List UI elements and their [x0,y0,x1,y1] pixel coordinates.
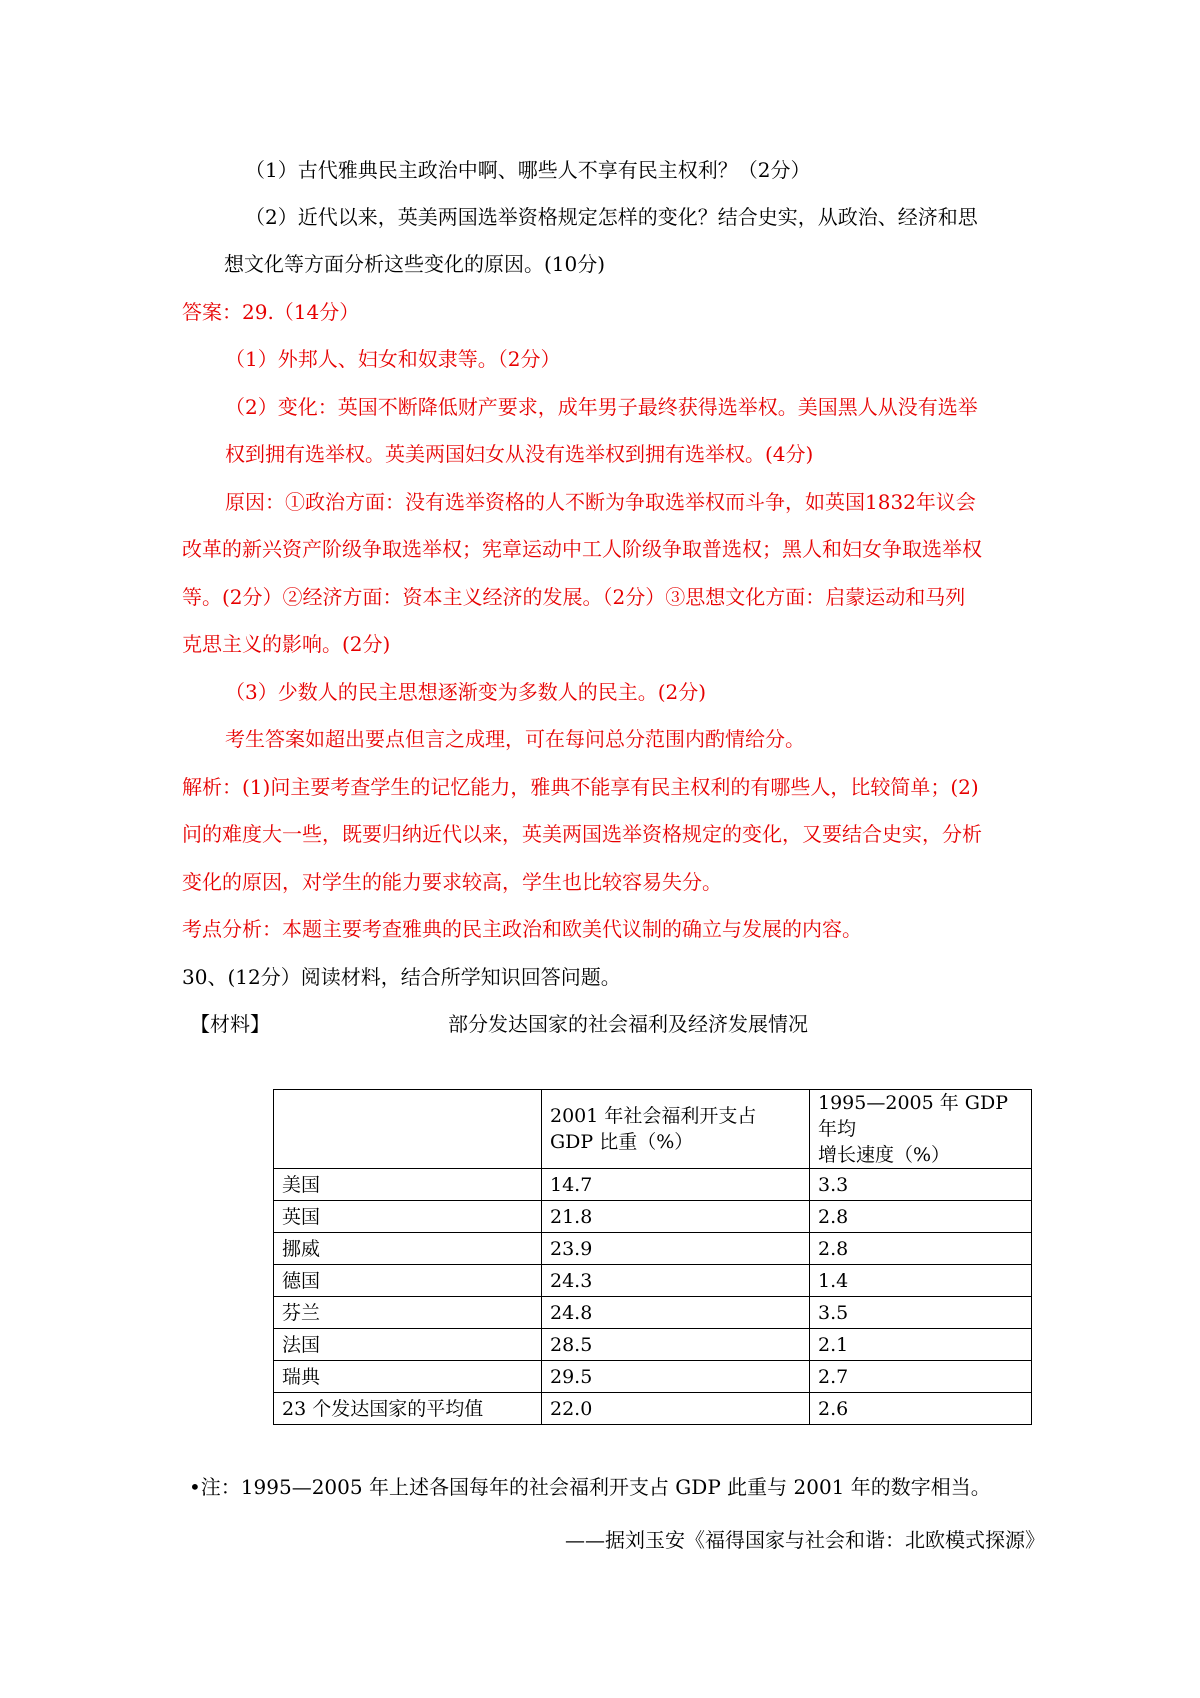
table-row [274,1297,1032,1329]
table-row [274,1361,1032,1393]
answer-reason-line4: 克思主义的影响。(2分) [182,632,391,656]
growth-cell: 2.6 [810,1393,1032,1425]
table-header-row [274,1090,1032,1169]
answer-heading: 答案：29.（14分） [182,300,360,324]
header-growth-line2: 增长速度（%） [818,1144,951,1166]
welfare-cell: 23.9 [542,1233,810,1265]
welfare-cell: 24.3 [542,1265,810,1297]
growth-cell: 2.8 [810,1233,1032,1265]
growth-cell: 2.8 [810,1201,1032,1233]
header-welfare-line1: 2001 年社会福利开支占 [550,1105,757,1127]
answer-reason-line1: 原因：①政治方面：没有选举资格的人不断为争取选举权而斗争，如英国1832年议会 [225,490,976,514]
table-row [274,1329,1032,1361]
welfare-cell: 14.7 [542,1169,810,1201]
answer-3: （3）少数人的民主思想逐渐变为多数人的民主。(2分) [225,680,707,704]
table-row [274,1169,1032,1201]
growth-cell: 2.7 [810,1361,1032,1393]
growth-cell: 3.3 [810,1169,1032,1201]
growth-cell: 2.1 [810,1329,1032,1361]
growth-cell: 1.4 [810,1265,1032,1297]
welfare-cell: 21.8 [542,1201,810,1233]
country-cell: 瑞典 [274,1361,542,1393]
welfare-cell: 29.5 [542,1361,810,1393]
table-row [274,1201,1032,1233]
country-cell: 芬兰 [274,1297,542,1329]
analysis-line2: 问的难度大一些，既要归纳近代以来，英美两国选举资格规定的变化，又要结合史实，分析 [182,822,982,846]
answer-reason-line3: 等。(2分）②经济方面：资本主义经济的发展。（2分）③思想文化方面：启蒙运动和马列 [182,585,966,609]
source-citation: ——据刘玉安《福得国家与社会和谐：北欧模式探源》 [565,1528,1045,1552]
question-29-2-line1: （2）近代以来，英美两国选举资格规定怎样的变化？结合史实，从政治、经济和思 [245,205,978,229]
answer-2-line1: （2）变化：英国不断降低财产要求，成年男子最终获得选举权。美国黑人从没有选举 [225,395,978,419]
table-footnote: •注：1995—2005 年上述各国每年的社会福利开支占 GDP 此重与 2001 年的数字相当。 [189,1475,991,1499]
table-row [274,1265,1032,1297]
header-empty-cell [274,1090,542,1169]
country-cell: 挪威 [274,1233,542,1265]
country-cell: 德国 [274,1265,542,1297]
table-row [274,1393,1032,1425]
analysis-line3: 变化的原因，对学生的能力要求较高，学生也比较容易失分。 [182,870,722,894]
country-cell: 23 个发达国家的平均值 [274,1393,542,1425]
table-row [274,1233,1032,1265]
answer-1: （1）外邦人、妇女和奴隶等。（2分） [225,347,561,371]
kaodian-analysis: 考点分析：本题主要考查雅典的民主政治和欧美代议制的确立与发展的内容。 [182,917,862,941]
answer-2-line2: 权到拥有选举权。英美两国妇女从没有选举权到拥有选举权。(4分) [225,442,814,466]
growth-cell: 3.5 [810,1297,1032,1329]
country-cell: 法国 [274,1329,542,1361]
answer-reason-line2: 改革的新兴资产阶级争取选举权；宪章运动中工人阶级争取普选权；黑人和妇女争取选举权 [182,537,982,561]
header-growth-line1: 1995—2005 年 GDP 年均 [818,1092,1008,1140]
material-label: 【材料】 [190,1012,270,1036]
header-welfare [542,1090,810,1169]
welfare-cell: 28.5 [542,1329,810,1361]
welfare-cell: 24.8 [542,1297,810,1329]
table-title: 部分发达国家的社会福利及经济发展情况 [448,1012,808,1036]
question-29-2-line2: 想文化等方面分析这些变化的原因。(10分) [224,252,606,276]
header-growth [810,1090,1032,1169]
country-cell: 美国 [274,1169,542,1201]
country-cell: 英国 [274,1201,542,1233]
grading-note: 考生答案如超出要点但言之成理，可在每问总分范围内酌情给分。 [225,727,805,751]
welfare-cell: 22.0 [542,1393,810,1425]
welfare-gdp-table [273,1089,1032,1425]
question-29-1: （1）古代雅典民主政治中啊、哪些人不享有民主权利？（2分） [245,158,811,182]
header-welfare-line2: GDP 比重（%） [550,1131,694,1153]
question-30-intro: 30、(12分）阅读材料，结合所学知识回答问题。 [182,965,621,989]
analysis-line1: 解析：(1)问主要考查学生的记忆能力，雅典不能享有民主权利的有哪些人，比较简单；(2) [182,775,979,799]
